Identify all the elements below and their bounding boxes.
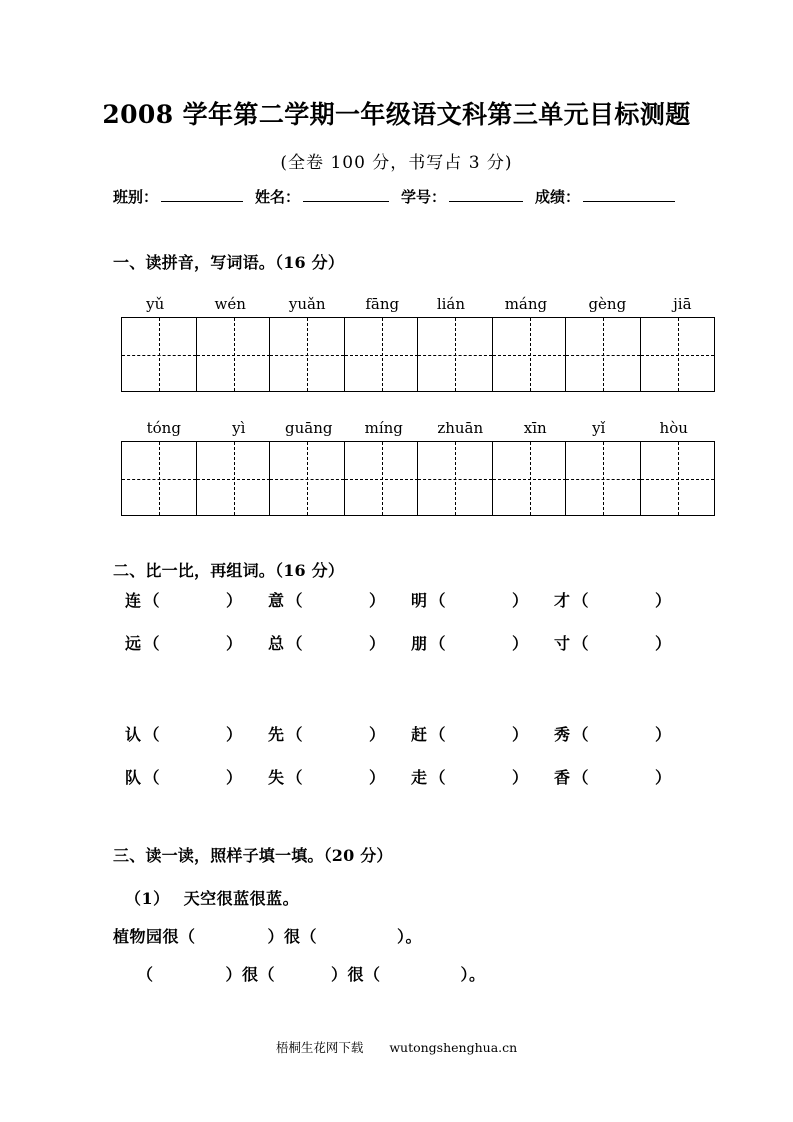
word-formation-cell [125, 631, 243, 654]
prompt-character: 赶 [411, 725, 428, 744]
paren-close: ） [226, 591, 243, 610]
tianzige-box[interactable] [565, 317, 715, 392]
fill-line-1-middle: ）很（ [267, 927, 318, 946]
paren-open: （ [429, 634, 447, 653]
word-formation-cell [554, 722, 672, 745]
pinyin-syllable: yǐ [592, 419, 606, 437]
prompt-character: 认 [125, 725, 142, 744]
paren-open: （ [143, 725, 161, 744]
tianzige-cell[interactable] [122, 318, 196, 391]
word-formation-cell [125, 765, 243, 788]
pinyin-syllable: wén [214, 295, 246, 313]
pinyin-grid-group [565, 412, 715, 516]
pinyin-pair [121, 288, 271, 312]
tianzige-cell[interactable] [566, 442, 640, 515]
tianzige-cell[interactable] [196, 442, 270, 515]
prompt-character: 明 [411, 591, 428, 610]
word-formation-cell [554, 631, 672, 654]
paren-close: ） [512, 634, 529, 653]
tianzige-cell[interactable] [566, 318, 640, 391]
student-id-input-rule[interactable] [449, 201, 523, 202]
prompt-character: 先 [268, 725, 285, 744]
word-formation-row [113, 765, 713, 808]
word-formation-cell [125, 588, 243, 611]
paren-open: （ [286, 634, 304, 653]
word-formation-cell [411, 631, 529, 654]
pinyin-syllable: gèng [588, 295, 627, 313]
prompt-character: 远 [125, 634, 142, 653]
section-one-heading: 一、读拼音，写词语。（16 分） [113, 253, 345, 272]
pinyin-syllable: yǔ [146, 295, 165, 313]
score-label: 成绩： [535, 188, 581, 206]
footer-site-url: wutongshenghua.cn [389, 1040, 518, 1055]
prompt-character: 走 [411, 768, 428, 787]
word-formation-block-1 [113, 588, 713, 674]
pinyin-pair [565, 412, 715, 436]
paren-close: ） [226, 768, 243, 787]
prompt-character: 香 [554, 768, 571, 787]
word-formation-cell [554, 765, 672, 788]
pinyin-syllable: yì [232, 419, 246, 437]
tianzige-cell[interactable] [270, 318, 344, 391]
paren-close: ） [655, 725, 672, 744]
word-formation-cell [268, 631, 386, 654]
page-title: 2008 学年第二学期一年级语文科第三单元目标测题 [102, 100, 691, 129]
word-formation-cell [268, 722, 386, 745]
paren-close: ） [369, 591, 386, 610]
word-formation-cell [554, 588, 672, 611]
word-formation-block-2 [113, 722, 713, 808]
tianzige-cell[interactable] [344, 442, 418, 515]
pinyin-grid-row-2 [113, 412, 713, 524]
pinyin-syllable: míng [364, 419, 403, 437]
pinyin-pair [417, 412, 567, 436]
pinyin-syllable: hòu [659, 419, 688, 437]
prompt-character: 队 [125, 768, 142, 787]
tianzige-cell[interactable] [640, 442, 714, 515]
fill-in-block [113, 880, 713, 994]
footer-source: 梧桐生花网下载 [275, 1040, 364, 1055]
prompt-character: 连 [125, 591, 142, 610]
fill-line-1 [113, 918, 713, 956]
paren-open: （ [286, 591, 304, 610]
pinyin-grid-group [269, 412, 419, 516]
word-formation-row [113, 588, 713, 631]
prompt-character: 意 [268, 591, 285, 610]
fill-line-2-middle-1: ）很（ [225, 965, 276, 984]
pinyin-grid-group [417, 412, 567, 516]
prompt-character: 朋 [411, 634, 428, 653]
paren-open: （ [286, 768, 304, 787]
pinyin-pair [417, 288, 567, 312]
paren-open: （ [572, 634, 590, 653]
pinyin-grid-group [565, 288, 715, 392]
pinyin-syllable: tóng [146, 419, 181, 437]
score-field [535, 186, 675, 207]
name-field [255, 186, 401, 207]
pinyin-syllable: xīn [523, 419, 547, 437]
class-field [113, 186, 255, 207]
pinyin-grid-group [121, 412, 271, 516]
paren-open: （ [143, 768, 161, 787]
class-label: 班别： [113, 188, 159, 206]
paren-open: （ [143, 634, 161, 653]
word-formation-cell [125, 722, 243, 745]
paren-close: ） [226, 634, 243, 653]
word-formation-row [113, 631, 713, 674]
word-formation-cell [268, 765, 386, 788]
class-input-rule[interactable] [161, 201, 243, 202]
word-formation-cell [411, 765, 529, 788]
prompt-character: 失 [268, 768, 285, 787]
paren-open: （ [429, 768, 447, 787]
tianzige-box[interactable] [121, 441, 271, 516]
tianzige-cell[interactable] [344, 318, 418, 391]
tianzige-cell[interactable] [418, 442, 492, 515]
paren-close: ） [226, 725, 243, 744]
student-id-field [401, 186, 535, 207]
pinyin-pair [565, 288, 715, 312]
name-label: 姓名： [255, 188, 301, 206]
score-input-rule[interactable] [583, 201, 675, 202]
tianzige-box[interactable] [269, 317, 419, 392]
tianzige-box[interactable] [565, 441, 715, 516]
paren-open: （ [572, 725, 590, 744]
section-two-heading: 二、比一比，再组词。（16 分） [113, 561, 345, 580]
pinyin-pair [121, 412, 271, 436]
fill-line-1-suffix: ）。 [397, 927, 423, 946]
prompt-character: 总 [268, 634, 285, 653]
tianzige-box[interactable] [121, 317, 271, 392]
paren-close: ） [655, 591, 672, 610]
paren-close: ） [655, 768, 672, 787]
tianzige-cell[interactable] [492, 318, 566, 391]
word-formation-cell [411, 588, 529, 611]
tianzige-cell[interactable] [196, 318, 270, 391]
prompt-character: 才 [554, 591, 571, 610]
student-id-label: 学号： [401, 188, 447, 206]
paren-close: ） [512, 725, 529, 744]
paren-open: （ [286, 725, 304, 744]
prompt-character: 秀 [554, 725, 571, 744]
tianzige-cell[interactable] [418, 318, 492, 391]
pinyin-syllable: zhuān [437, 419, 484, 437]
fill-line-2-prefix: （ [137, 965, 154, 984]
student-info-line [113, 186, 693, 207]
tianzige-cell[interactable] [270, 442, 344, 515]
pinyin-grid-group [269, 288, 419, 392]
paren-close: ） [655, 634, 672, 653]
pinyin-syllable: lián [436, 295, 466, 313]
pinyin-syllable: guāng [285, 419, 333, 437]
word-formation-cell [268, 588, 386, 611]
paren-open: （ [143, 591, 161, 610]
page-footer [0, 1038, 793, 1056]
paren-open: （ [429, 725, 447, 744]
tianzige-box[interactable] [417, 441, 567, 516]
paren-open: （ [572, 591, 590, 610]
word-formation-cell [411, 722, 529, 745]
example-sentence: 天空很蓝很蓝。 [183, 889, 300, 908]
paren-close: ） [512, 768, 529, 787]
tianzige-cell[interactable] [122, 442, 196, 515]
tianzige-box[interactable] [269, 441, 419, 516]
word-formation-row [113, 722, 713, 765]
paren-close: ） [369, 725, 386, 744]
paren-open: （ [572, 768, 590, 787]
pinyin-grid-group [121, 288, 271, 392]
paren-close: ） [369, 768, 386, 787]
name-input-rule[interactable] [303, 201, 389, 202]
paren-open: （ [429, 591, 447, 610]
fill-line-2-suffix: ）。 [460, 965, 486, 984]
fill-line-2-middle-2: ）很（ [331, 965, 381, 984]
fill-line-1-prefix: 植物园很（ [113, 927, 196, 946]
tianzige-cell[interactable] [492, 442, 566, 515]
pinyin-pair [269, 288, 419, 312]
example-number: （1） [125, 889, 170, 908]
pinyin-syllable: fāng [365, 295, 400, 313]
prompt-character: 寸 [554, 634, 571, 653]
paren-close: ） [369, 634, 386, 653]
pinyin-pair [269, 412, 419, 436]
pinyin-grid-group [417, 288, 567, 392]
pinyin-syllable: máng [504, 295, 548, 313]
tianzige-box[interactable] [417, 317, 567, 392]
paren-close: ） [512, 591, 529, 610]
fill-line-2 [113, 956, 713, 994]
section-three-heading: 三、读一读，照样子填一填。（20 分） [113, 846, 393, 865]
pinyin-grid-row-1 [113, 288, 713, 400]
pinyin-syllable: yuǎn [288, 295, 326, 313]
page-subtitle: (全卷 100 分，书写占 3 分) [280, 153, 513, 173]
pinyin-syllable: jiā [673, 295, 692, 313]
tianzige-cell[interactable] [640, 318, 714, 391]
example-line [113, 880, 713, 918]
